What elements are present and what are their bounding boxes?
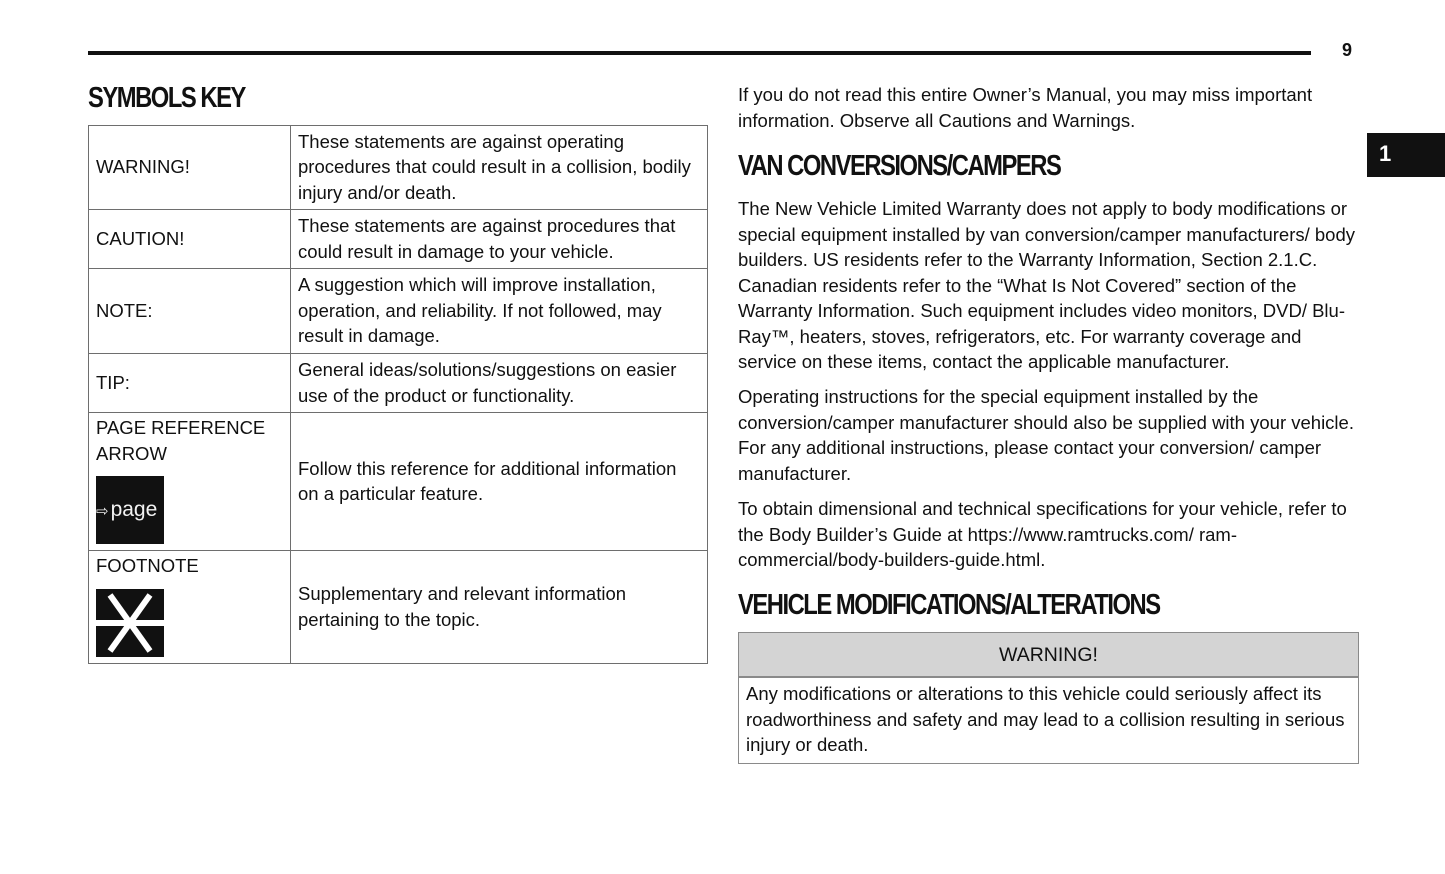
page-number: 9 <box>1342 40 1353 60</box>
symbol-term-cell <box>89 551 291 664</box>
van-paragraph-instructions: Operating instructions for the special equipment installed by the conversion/camper manufacturer should also be supplied with your vehicle. For any additional instructions, please contact your conversion/ camper manufacturer. <box>738 386 1354 484</box>
table-row <box>89 126 708 210</box>
symbols-key-table <box>88 125 708 664</box>
vehicle-modifications-heading: VEHICLE MODIFICATIONS/ALTERATIONS <box>738 589 1160 621</box>
table-row <box>89 210 708 269</box>
symbols-key-heading: SYMBOLS KEY <box>88 82 245 114</box>
symbol-term-cell <box>89 413 291 551</box>
symbol-term: PAGE REFERENCE ARROW <box>96 417 266 464</box>
warning-box-text: Any modifications or alterations to this vehicle could seriously affect its roadworthiness and safety and may lead to a collision resulting in serious injury or death. <box>746 683 1345 755</box>
warning-box-title: WARNING! <box>739 633 1358 678</box>
arrow-icon: ⇨ <box>96 503 109 520</box>
symbol-description: General ideas/solutions/suggestions on easier use of the product or functionality. <box>291 354 708 413</box>
footnote-asterisk-icon <box>96 589 164 657</box>
symbol-term: NOTE: <box>89 269 291 354</box>
table-row <box>89 551 708 664</box>
table-row <box>89 269 708 354</box>
symbol-description: These statements are against operating procedures that could result in a collision, bodily injury and/or death. <box>291 126 708 210</box>
symbol-term: TIP: <box>89 354 291 413</box>
symbol-term: FOOTNOTE <box>96 555 199 576</box>
symbol-description: Supplementary and relevant information pertaining to the topic. <box>291 551 708 664</box>
intro-paragraph: If you do not read this entire Owner’s Manual, you may miss important information. Observe all Cautions and Warnings. <box>738 84 1313 131</box>
table-row <box>89 413 708 551</box>
symbol-term: WARNING! <box>89 126 291 210</box>
van-paragraph-specifications: To obtain dimensional and technical specifications for your vehicle, refer to the Body Builder’s Guide at https://www.ramtrucks.com/ ram-commercial/body-builders-guide.html. <box>738 498 1347 570</box>
table-row <box>89 354 708 413</box>
symbol-description: A suggestion which will improve installation, operation, and reliability. If not followed, may result in damage. <box>291 269 708 354</box>
symbol-description: Follow this reference for additional information on a particular feature. <box>291 413 708 551</box>
page-reference-arrow-icon <box>96 476 164 544</box>
header-rule <box>88 51 1311 55</box>
symbol-description: These statements are against procedures that could result in damage to your vehicle. <box>291 210 708 269</box>
van-conversions-heading: VAN CONVERSIONS/CAMPERS <box>738 150 1061 182</box>
symbol-term: CAUTION! <box>89 210 291 269</box>
van-paragraph-warranty: The New Vehicle Limited Warranty does not apply to body modifications or special equipment installed by van conversion/camper manufacturers/ body builders. US residents refer to the Warranty Information, Section 2.1.C. Canadian residents refer to the “What Is Not Covered” section of the Warranty Information. Such equipment includes video monitors, DVD/ Blu-Ray™, heaters, stoves, refrigerators, etc. For warranty coverage and service on these items, contact the applicable manufacturer. <box>738 198 1355 372</box>
chapter-tab[interactable] <box>1367 133 1445 177</box>
chapter-tab-label: 1 <box>1379 141 1392 166</box>
warning-box <box>738 632 1359 764</box>
page-icon-text: page <box>110 498 158 521</box>
